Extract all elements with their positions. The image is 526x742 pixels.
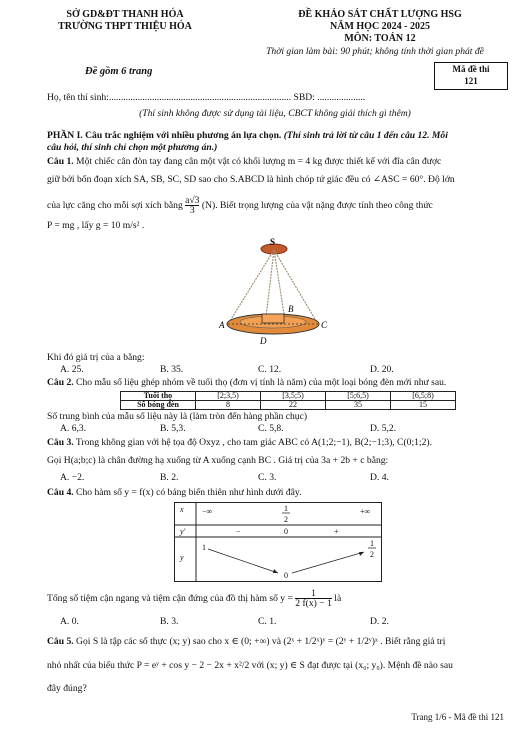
- q1-text3b: (N). Biết trọng lượng của vật nặng được tính theo công thức: [199, 200, 433, 211]
- q3-option-a: A. −2.: [60, 472, 85, 483]
- q1-frac-num: a√3: [185, 195, 200, 207]
- variation-table: [174, 502, 382, 582]
- q4-option-b: B. 3.: [160, 616, 179, 627]
- part1-title: PHẦN I. Câu trắc nghiệm với nhiều phương án lựa chọn.: [47, 130, 282, 141]
- bbt-y-label: y: [180, 553, 184, 562]
- q2-option-c: C. 5,8.: [258, 423, 284, 434]
- q4-option-d: D. 2.: [370, 616, 389, 627]
- q4-ask-a: Tổng số tiệm cận ngang và tiệm cận đứng của đồ thị hàm số y =: [47, 593, 296, 604]
- q2-line1: [47, 377, 504, 389]
- q5-line1: [47, 636, 504, 648]
- bbt-increase-arrow: [292, 552, 364, 573]
- point-a-label: A: [219, 320, 225, 330]
- q1-line3: [47, 196, 504, 216]
- q1-option-b: B. 35.: [160, 364, 184, 375]
- q5-label: Câu 5.: [47, 636, 74, 647]
- bbt-y-end-num: 1: [370, 539, 374, 548]
- q4-frac-num: 1: [295, 589, 332, 599]
- table-cell: [3,5;5): [261, 392, 326, 401]
- q3-text1: Trong không gian với hệ tọa độ Oxyz , cho tam giác ABC có A(1;2;−1), B(2;−1;3), C(0;1;2).: [73, 437, 432, 448]
- q5-text1: Gọi S là tập các số thực (x; y) sao cho x ∈ (0; +∞) và (2ˣ + 1/2ˣ)ʸ = (2ʸ + 1/2ʸ)ˣ . Biết rằng giá trị: [73, 636, 446, 647]
- q1-text3a: của lực căng cho mỗi sợi xích bằng: [47, 200, 186, 211]
- q4-ask-b: là: [331, 593, 342, 604]
- exam-note: (Thí sinh không được sử dụng tài liệu, CBCT không giải thích gì thêm): [139, 108, 411, 119]
- q2-option-a: A. 6,3.: [60, 423, 87, 434]
- bbt-y-end-den: 2: [370, 550, 374, 559]
- q4-text: Cho hàm số y = f(x) có bảng biến thiên như hình dưới đây.: [73, 487, 302, 498]
- q1-text1: Một chiếc cân đòn tay đang cân một vật có khối lượng m = 4 kg được thiết kế với đĩa cân được: [73, 156, 442, 167]
- table-cell: [5;6,5): [326, 392, 391, 401]
- table-row: [121, 401, 456, 410]
- table-cell: Số bóng đèn: [121, 401, 196, 410]
- q4-label: Câu 4.: [47, 487, 74, 498]
- q4-fraction: [295, 589, 332, 608]
- q3-line2: Gọi H(a;b;c) là chân đường hạ xuống từ A xuống cạnh BC . Giá trị của 3a + 2b + c bằng:: [47, 455, 389, 466]
- q4-frac-den: 2 f(x) − 1: [295, 598, 332, 610]
- q1-option-d: D. 20.: [370, 364, 394, 375]
- q1-label: Câu 1.: [47, 156, 74, 167]
- point-b-label: B: [288, 304, 294, 314]
- q5-line2: nhỏ nhất của biểu thức P = eʸ + cos y − 2 − 2x + x²/2 với (x; y) ∈ S đạt được tại (x₀; y₀). Mệnh đề nào sau: [47, 660, 453, 671]
- part1-heading: [47, 130, 504, 142]
- exam-title: ĐỀ KHẢO SÁT CHẤT LƯỢNG HSG: [298, 9, 462, 20]
- q2-option-b: B. 5,3.: [160, 423, 186, 434]
- table-cell: 8: [196, 401, 261, 410]
- part1-instruction-2: câu hỏi, thí sinh chỉ chọn một phương án.): [47, 142, 218, 153]
- part1-instruction: (Thí sinh trả lời từ câu 1 đến câu 12. Mỗi: [281, 130, 448, 141]
- q1-frac-den: 3: [189, 205, 195, 217]
- bbt-y-min: 0: [284, 571, 288, 580]
- q2-label: Câu 2.: [47, 377, 74, 388]
- bbt-half-den: 2: [284, 515, 288, 524]
- q3-option-c: C. 3.: [258, 472, 277, 483]
- point-s-label: S: [270, 237, 276, 247]
- q2-question: Số trung bình của mẫu số liệu này là (làm tròn đến hàng phần chục): [47, 411, 308, 422]
- chain-sc: [274, 250, 318, 324]
- q1-fraction: [185, 196, 199, 215]
- q2-text: Cho mẫu số liệu ghép nhóm về tuổi thọ (đơn vị tính là năm) của một loại bóng đèn mới như sau.: [73, 377, 447, 388]
- point-c-label: C: [321, 320, 328, 330]
- bbt-half-num: 1: [284, 504, 288, 513]
- q1-option-c: C. 12.: [258, 364, 282, 375]
- weight-block: [262, 314, 284, 323]
- q3-label: Câu 3.: [47, 437, 74, 448]
- q4-option-c: C. 1.: [258, 616, 277, 627]
- table-cell: [6,5;8): [391, 392, 456, 401]
- q1-question: Khi đó giá trị của a bằng:: [47, 352, 145, 363]
- table-cell: 15: [391, 401, 456, 410]
- table-cell: Tuổi thọ: [121, 392, 196, 401]
- exam-time: Thời gian làm bài: 90 phút; không tính thời gian phát đề: [266, 46, 484, 57]
- subject: MÔN: TOÁN 12: [344, 33, 416, 44]
- bbt-plus-infinity: +∞: [360, 507, 371, 516]
- exam-code: 121: [464, 76, 478, 86]
- q4-option-a: A. 0.: [60, 616, 79, 627]
- page-count: Đề gồm 6 trang: [85, 66, 153, 77]
- department-name: SỞ GD&ĐT THANH HÓA: [66, 9, 184, 20]
- q3-option-b: B. 2.: [160, 472, 179, 483]
- school-name: TRƯỜNG THPT THIỆU HÓA: [58, 21, 192, 32]
- point-d-label: D: [260, 336, 267, 346]
- candidate-name-line: Họ, tên thí sinh:............................................................................ SBD: ....................: [47, 92, 366, 103]
- bbt-minus-infinity: −∞: [202, 507, 213, 516]
- q1-line4: P = mg , lấy g = 10 m/s² .: [47, 220, 145, 231]
- bbt-sign-plus: +: [334, 527, 339, 536]
- q5-line3: đây đúng?: [47, 683, 87, 694]
- chain-sa: [228, 250, 274, 324]
- age-table: [120, 391, 456, 410]
- q4-question: [47, 588, 504, 610]
- table-cell: 35: [326, 401, 391, 410]
- q1-line2: giữ bởi bốn đoạn xích SA, SB, SC, SD sao cho S.ABCD là hình chóp tứ giác đều có ∠ASC = 60°. Độ lớn: [47, 174, 455, 185]
- table-cell: 22: [261, 401, 326, 410]
- bbt-zero: 0: [284, 527, 288, 536]
- bbt-sign-minus: −: [236, 527, 241, 536]
- table-cell: [2;3,5): [196, 392, 261, 401]
- q1-option-a: A. 25.: [60, 364, 84, 375]
- scale-figure: [200, 236, 360, 348]
- q1-line1: [47, 156, 504, 168]
- chain-sb: [274, 250, 284, 314]
- q2-option-d: D. 5,2.: [370, 423, 397, 434]
- bbt-y-start: 1: [202, 543, 206, 552]
- exam-code-label: Mã đề thi: [452, 64, 490, 74]
- q3-option-d: D. 4.: [370, 472, 389, 483]
- bbt-decrease-arrow: [208, 549, 278, 573]
- bbt-x-label: x: [180, 505, 184, 514]
- page-footer: Trang 1/6 - Mã đề thi 121: [411, 712, 504, 722]
- exam-code-box: [434, 62, 508, 90]
- school-year: NĂM HỌC 2024 - 2025: [330, 21, 430, 32]
- q3-line1: [47, 437, 504, 449]
- q4-line1: [47, 487, 504, 499]
- bbt-yprime-label: y': [180, 527, 186, 536]
